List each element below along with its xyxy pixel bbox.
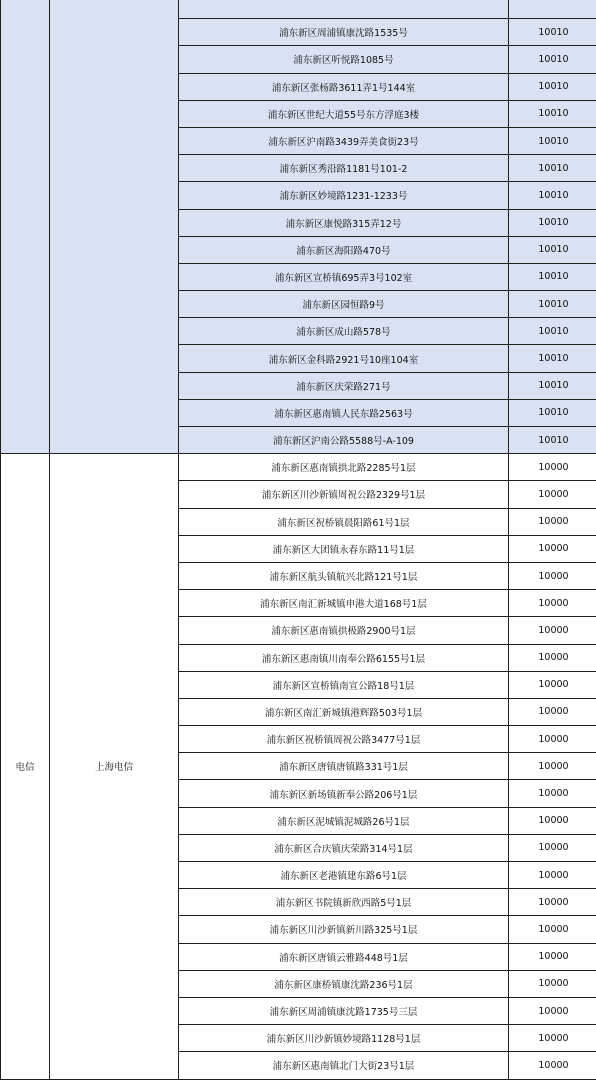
service-number-cell: 10000	[509, 1025, 596, 1052]
service-number-cell: 10010	[509, 291, 596, 318]
address-cell: 浦东新区祝桥镇周祝公路3477号1层	[179, 726, 509, 753]
service-number-cell: 10000	[509, 997, 596, 1024]
address-cell: 浦东新区园恒路9号	[179, 291, 509, 318]
service-number-cell: 10010	[509, 46, 596, 73]
service-number-cell: 10010	[509, 263, 596, 290]
service-number-cell: 10000	[509, 481, 596, 508]
service-number-cell: 10010	[509, 19, 596, 46]
service-number-cell: 10000	[509, 916, 596, 943]
address-cell: 浦东新区沪南公路5588号-A-109	[179, 427, 509, 454]
table-row	[1, 454, 596, 481]
service-number-cell: 10010	[509, 155, 596, 182]
address-cell: 浦东新区南汇新城镇申港大道168号1层	[179, 590, 509, 617]
address-cell: 浦东新区惠南镇北门大街23号1层	[179, 1052, 509, 1079]
address-cell: 浦东新区川沙新镇周祝公路2329号1层	[179, 481, 509, 508]
address-cell: 浦东新区周浦镇康沈路1535号	[179, 19, 509, 46]
address-cell: 浦东新区妙境路1231-1233号	[179, 182, 509, 209]
address-cell: 浦东新区秀沿路1181号101-2	[179, 155, 509, 182]
address-cell: 浦东新区宣桥镇南宣公路18号1层	[179, 671, 509, 698]
address-cell: 浦东新区海阳路470号	[179, 236, 509, 263]
service-number-cell: 10010	[509, 209, 596, 236]
service-number-cell: 10010	[509, 318, 596, 345]
service-number-cell: 10000	[509, 454, 596, 481]
service-number-cell: 10000	[509, 889, 596, 916]
service-number-cell: 10000	[509, 726, 596, 753]
address-cell	[179, 0, 509, 19]
service-number-cell: 10010	[509, 372, 596, 399]
address-cell: 浦东新区老港镇建东路6号1层	[179, 862, 509, 889]
service-number-cell: 10000	[509, 970, 596, 997]
address-cell: 浦东新区康悦路315弄12号	[179, 209, 509, 236]
company-cell	[50, 0, 179, 454]
service-number-cell: 10010	[509, 399, 596, 426]
service-number-cell: 10000	[509, 562, 596, 589]
service-number-cell	[509, 0, 596, 19]
service-number-cell: 10010	[509, 345, 596, 372]
service-number-cell: 10000	[509, 834, 596, 861]
address-cell: 浦东新区大团镇永春东路11号1层	[179, 535, 509, 562]
address-cell: 浦东新区书院镇新欣西路5号1层	[179, 889, 509, 916]
service-number-cell: 10000	[509, 862, 596, 889]
service-number-cell: 10000	[509, 807, 596, 834]
address-cell: 浦东新区航头镇航兴北路121号1层	[179, 562, 509, 589]
address-cell: 浦东新区惠南镇拱极路2900号1层	[179, 617, 509, 644]
service-number-cell: 10000	[509, 1052, 596, 1079]
service-number-cell: 10000	[509, 508, 596, 535]
address-cell: 浦东新区沪南路3439弄美食街23号	[179, 127, 509, 154]
address-cell: 浦东新区庆荣路271号	[179, 372, 509, 399]
address-cell: 浦东新区惠南镇拱北路2285号1层	[179, 454, 509, 481]
service-number-cell: 10000	[509, 943, 596, 970]
address-cell: 浦东新区周浦镇康沈路1735号三层	[179, 997, 509, 1024]
address-cell: 浦东新区张杨路3611弄1号144室	[179, 73, 509, 100]
address-cell: 浦东新区新场镇新奉公路206号1层	[179, 780, 509, 807]
address-cell: 浦东新区成山路578号	[179, 318, 509, 345]
service-number-cell: 10010	[509, 127, 596, 154]
service-number-cell: 10010	[509, 427, 596, 454]
address-cell: 浦东新区泥城镇泥城路26号1层	[179, 807, 509, 834]
service-number-cell: 10000	[509, 535, 596, 562]
address-cell: 浦东新区康桥镇康沈路236号1层	[179, 970, 509, 997]
service-number-cell: 10000	[509, 753, 596, 780]
table-row	[1, 0, 596, 19]
service-number-cell: 10000	[509, 590, 596, 617]
address-cell: 浦东新区听悦路1085号	[179, 46, 509, 73]
address-cell: 浦东新区川沙新镇妙境路1128号1层	[179, 1025, 509, 1052]
service-number-cell: 10010	[509, 236, 596, 263]
address-cell: 浦东新区唐镇唐镇路331号1层	[179, 753, 509, 780]
address-cell: 浦东新区祝桥镇晨阳路61号1层	[179, 508, 509, 535]
address-cell: 浦东新区宣桥镇695弄3号102室	[179, 263, 509, 290]
service-number-cell: 10000	[509, 698, 596, 725]
service-number-cell: 10000	[509, 780, 596, 807]
service-number-cell: 10010	[509, 100, 596, 127]
address-cell: 浦东新区南汇新城镇港辉路503号1层	[179, 698, 509, 725]
carrier-cell: 电信	[1, 454, 50, 1079]
address-cell: 浦东新区合庆镇庆荣路314号1层	[179, 834, 509, 861]
company-cell: 上海电信	[50, 454, 179, 1079]
address-cell: 浦东新区惠南镇人民东路2563号	[179, 399, 509, 426]
address-cell: 浦东新区川沙新镇新川路325号1层	[179, 916, 509, 943]
carrier-cell	[1, 0, 50, 454]
address-cell: 浦东新区金科路2921号10座104室	[179, 345, 509, 372]
service-number-cell: 10010	[509, 182, 596, 209]
address-cell: 浦东新区世纪大道55号东方浮庭3楼	[179, 100, 509, 127]
service-number-cell: 10000	[509, 644, 596, 671]
table-body	[1, 0, 596, 1079]
service-number-cell: 10000	[509, 671, 596, 698]
address-cell: 浦东新区惠南镇川南奉公路6155号1层	[179, 644, 509, 671]
service-number-cell: 10010	[509, 73, 596, 100]
address-cell: 浦东新区唐镇云雅路448号1层	[179, 943, 509, 970]
service-number-cell: 10000	[509, 617, 596, 644]
